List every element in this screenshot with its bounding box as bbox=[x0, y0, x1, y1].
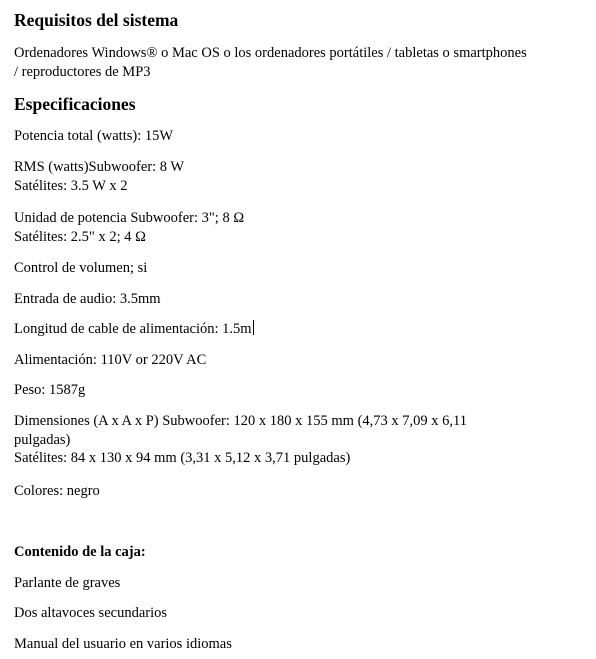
requirements-line-1: Ordenadores Windows® o Mac OS o los ordenadores portátiles / tabletas o smartphones bbox=[14, 45, 527, 61]
spec-power-supply: Alimentación: 110V or 220V AC bbox=[14, 352, 207, 368]
requirements-heading: Requisitos del sistema bbox=[14, 10, 179, 30]
spec-dimensions bbox=[14, 412, 588, 468]
box-item: Manual del usuario en varios idiomas bbox=[14, 636, 232, 652]
spec-rms-line-1: RMS (watts)Subwoofer: 8 W bbox=[14, 159, 185, 175]
spec-dimensions-line-1: Dimensiones (A x A x P) Subwoofer: 120 x 180 x 155 mm (4,73 x 7,09 x 6,11 bbox=[14, 413, 467, 429]
spec-unit-line-2: Satélites: 2.5" x 2; 4 Ω bbox=[14, 228, 146, 245]
box-item: Parlante de graves bbox=[14, 575, 121, 591]
box-contents-heading: Contenido de la caja: bbox=[14, 544, 146, 560]
box-item: Dos altavoces secundarios bbox=[14, 605, 168, 621]
spec-audio-input: Entrada de audio: 3.5mm bbox=[14, 291, 161, 307]
spec-cable-length bbox=[14, 320, 588, 339]
requirements-text bbox=[14, 44, 588, 81]
spec-power-unit bbox=[14, 209, 588, 246]
requirements-line-2: / reproductores de MP3 bbox=[14, 63, 151, 80]
spec-rms-line-2: Satélites: 3.5 W x 2 bbox=[14, 177, 128, 194]
specs-heading: Especificaciones bbox=[14, 94, 136, 114]
spec-cable-length-text: Longitud de cable de alimentación: 1.5m bbox=[14, 321, 252, 337]
spec-dimensions-line-2: pulgadas) bbox=[14, 431, 71, 448]
spec-rms bbox=[14, 158, 588, 195]
spec-dimensions-line-3: Satélites: 84 x 130 x 94 mm (3,31 x 5,12 x 3,71 pulgadas) bbox=[14, 450, 351, 466]
spec-weight: Peso: 1587g bbox=[14, 382, 86, 398]
text-cursor bbox=[253, 320, 254, 335]
spec-unit-line-1: Unidad de potencia Subwoofer: 3"; 8 Ω bbox=[14, 210, 245, 226]
spec-colors: Colores: negro bbox=[14, 483, 100, 499]
spec-total-power: Potencia total (watts): 15W bbox=[14, 128, 174, 144]
spec-volume: Control de volumen; si bbox=[14, 260, 148, 276]
